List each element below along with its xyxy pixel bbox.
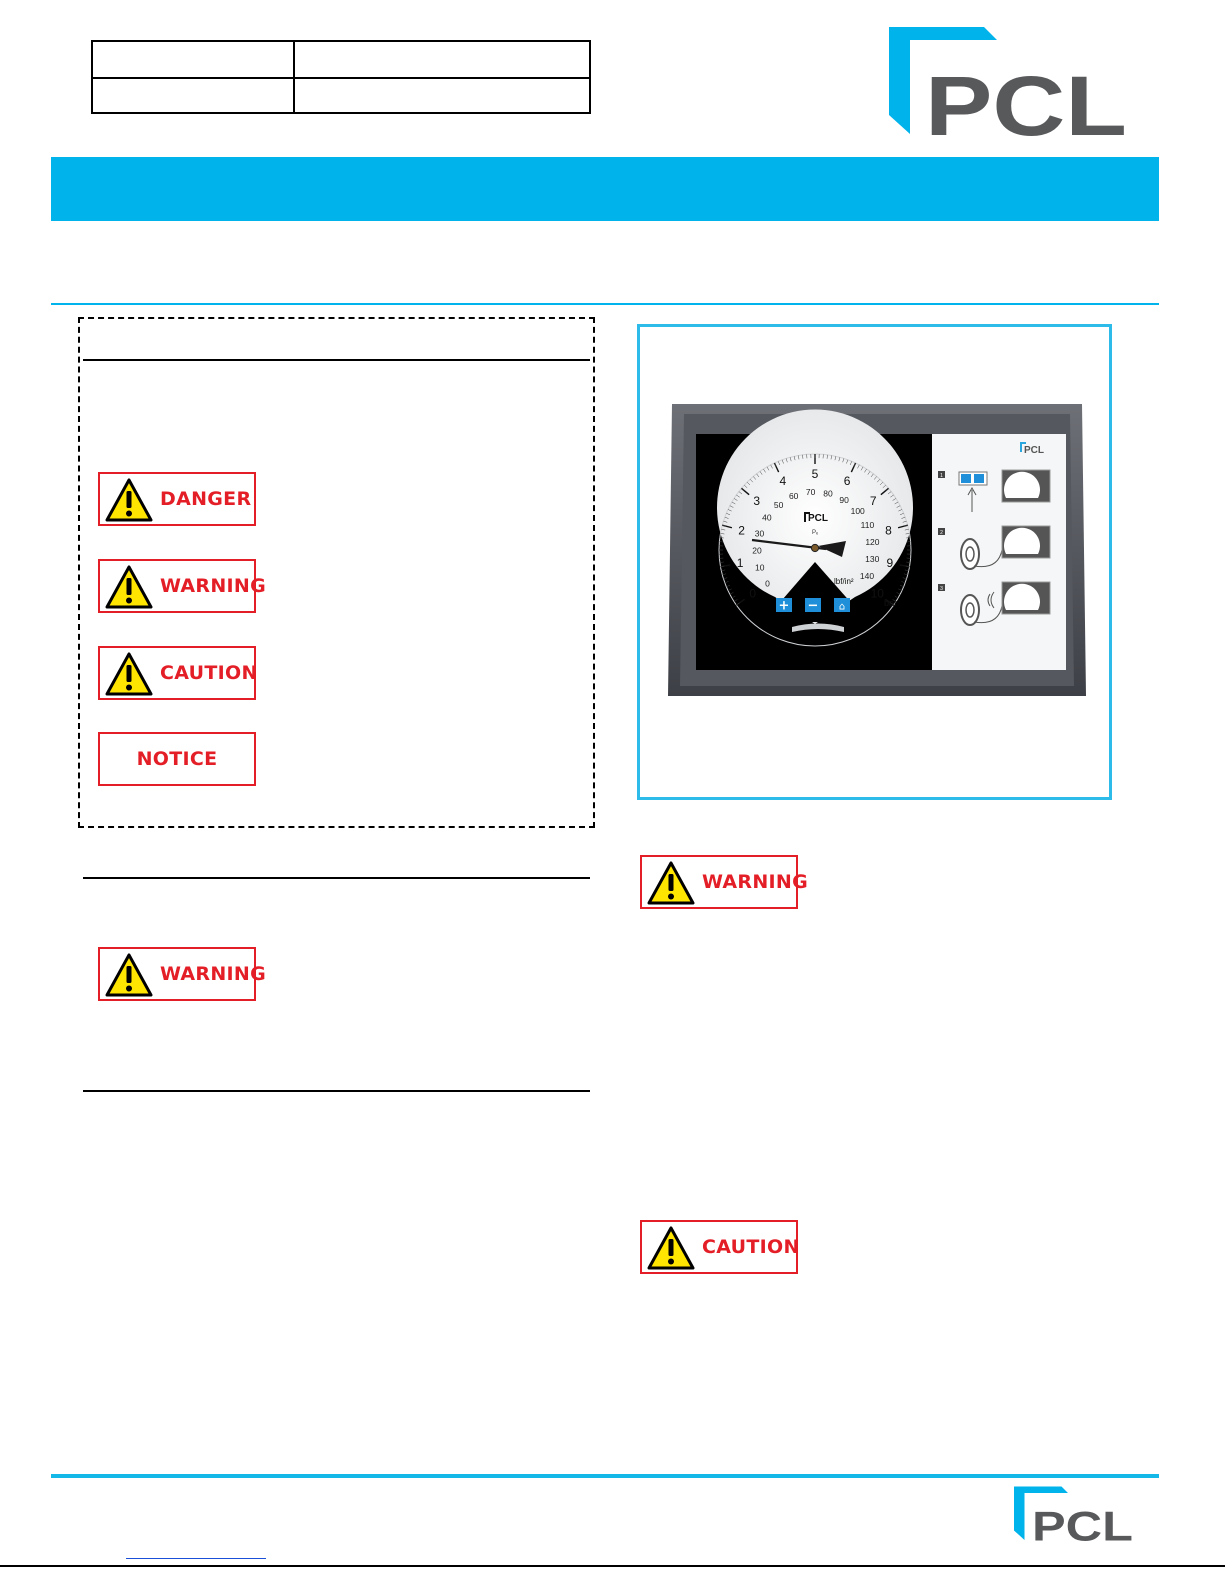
hazard-triangle-icon xyxy=(105,565,153,609)
caution-label xyxy=(640,1220,798,1274)
svg-text:1: 1 xyxy=(940,473,943,479)
psi-tick-label: 10 xyxy=(755,562,765,573)
footer-link[interactable] xyxy=(126,1558,266,1559)
bar-tick-label: 9 xyxy=(886,556,894,571)
signal-word: WARNING xyxy=(160,575,267,597)
title-banner xyxy=(51,157,1159,221)
warning-label xyxy=(98,559,267,613)
plus-icon: + xyxy=(778,598,790,614)
table-row-divider xyxy=(93,77,589,79)
signal-word: WARNING xyxy=(160,963,267,985)
dial-brand: PCL xyxy=(808,513,828,524)
signal-word: NOTICE xyxy=(136,748,218,770)
bar-tick-label: 2 xyxy=(738,523,745,538)
logo-text: PCL xyxy=(1032,1502,1133,1542)
bar-tick-label: 3 xyxy=(753,494,761,509)
danger-label xyxy=(98,472,256,526)
signal-word: DANGER xyxy=(160,488,252,510)
minus-icon: − xyxy=(807,598,819,614)
psi-tick-label: 120 xyxy=(865,536,880,547)
psi-tick-label: 80 xyxy=(823,488,833,499)
psi-tick-label: 110 xyxy=(860,520,875,531)
heading-underline xyxy=(83,877,590,879)
psi-tick-label: 60 xyxy=(788,491,799,502)
bar-tick-label: 0 xyxy=(749,586,757,601)
signal-word: CAUTION xyxy=(702,1236,800,1258)
hazard-triangle-icon xyxy=(647,861,695,905)
psi-tick-label: 30 xyxy=(754,528,765,539)
psi-tick-label: 130 xyxy=(865,554,880,565)
psi-tick-label: 50 xyxy=(773,499,784,510)
footer-pcl-logo xyxy=(1014,1486,1134,1542)
hazard-triangle-icon xyxy=(105,478,153,522)
hazard-triangle-icon xyxy=(647,1226,695,1270)
unit-psi: lbf/in² xyxy=(834,577,854,586)
bar-tick-label: 8 xyxy=(885,523,892,538)
svg-text:2: 2 xyxy=(940,530,943,536)
warning-label xyxy=(98,947,267,1001)
warning-label xyxy=(640,855,809,909)
home-icon: ⌂ xyxy=(838,601,846,613)
bar-tick-label: 10 xyxy=(870,586,884,601)
signal-word: WARNING xyxy=(702,871,809,893)
psi-tick-label: 20 xyxy=(752,545,762,556)
psi-tick-label: 90 xyxy=(839,494,849,505)
footer-divider xyxy=(51,1474,1159,1478)
caution-label xyxy=(98,646,256,700)
unit-bar: bar xyxy=(884,598,898,608)
psi-tick-label: 0 xyxy=(765,578,770,589)
hazard-triangle-icon xyxy=(105,652,153,696)
notice-label xyxy=(98,732,256,786)
heading-underline xyxy=(83,1090,590,1092)
psi-tick-label: 140 xyxy=(859,570,875,581)
pcl-logo xyxy=(889,27,1129,137)
svg-text:Pₑ: Pₑ xyxy=(812,530,819,536)
bar-tick-label: 4 xyxy=(779,474,787,489)
bar-tick-label: 7 xyxy=(869,494,877,509)
psi-tick-label: 70 xyxy=(805,487,816,498)
heading-underline xyxy=(83,359,590,361)
tyre-inflator-image xyxy=(668,400,1086,700)
psi-tick-label: 100 xyxy=(850,505,865,516)
bar-tick-label: 1 xyxy=(736,556,744,571)
panel-brand: PCL xyxy=(1024,445,1044,456)
bar-tick-label: 5 xyxy=(811,467,819,481)
product-photo xyxy=(668,400,1086,700)
psi-tick-label: 40 xyxy=(762,512,772,523)
table-column-divider xyxy=(293,42,295,112)
header-table xyxy=(91,40,591,114)
logo-text: PCL xyxy=(925,59,1127,137)
bar-tick-label: 6 xyxy=(843,474,851,489)
section-divider xyxy=(51,303,1159,305)
signal-word: CAUTION xyxy=(160,662,258,684)
hazard-triangle-icon xyxy=(105,953,153,997)
svg-text:3: 3 xyxy=(940,586,943,592)
page-bottom-line xyxy=(0,1565,1225,1567)
